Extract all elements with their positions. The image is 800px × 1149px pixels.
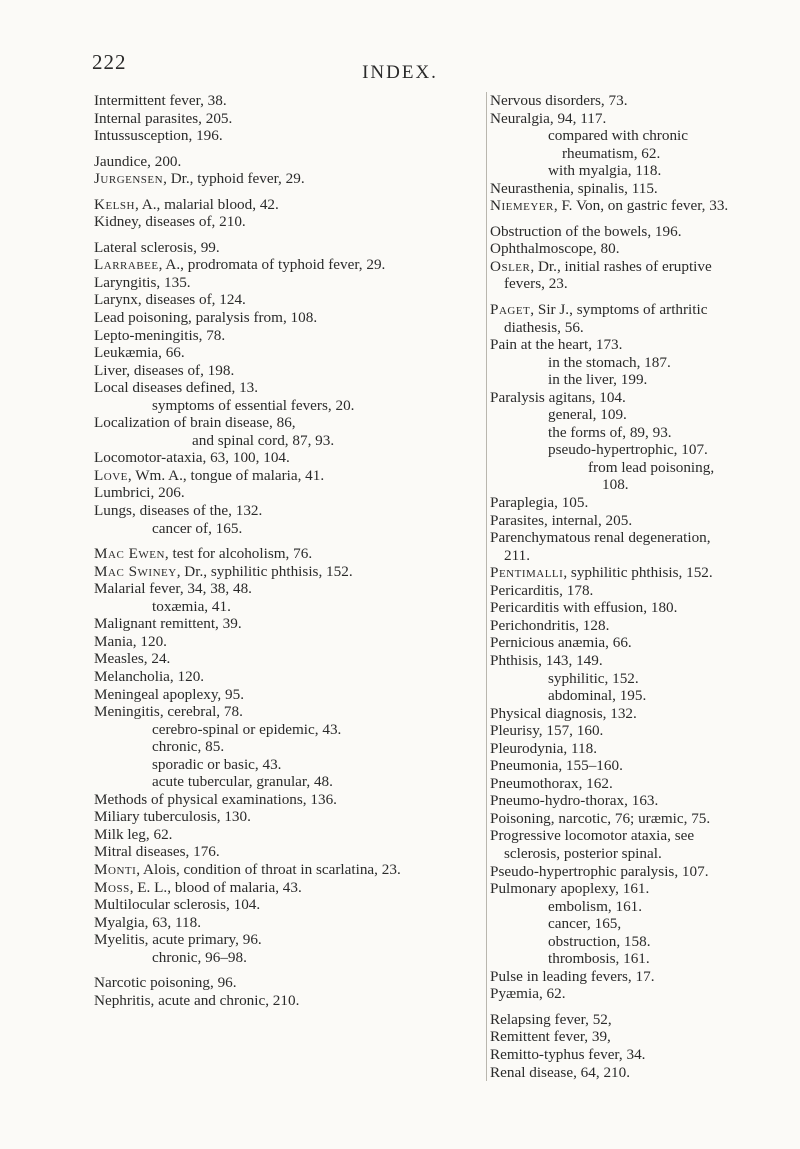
index-entry <box>94 196 464 214</box>
index-subentry <box>94 773 464 791</box>
entry-text: Perichondritis, 128. <box>490 616 610 634</box>
index-entry <box>490 740 737 758</box>
index-subentry <box>490 127 737 162</box>
entry-text: Relapsing fever, 52, <box>490 1010 612 1028</box>
entry-text: and spinal cord, 87, 93. <box>192 431 335 449</box>
entry-text: Jaundice, 200. <box>94 152 182 170</box>
entry-text: , E. L., blood of malaria, 43. <box>129 878 302 896</box>
author-name: Mac Swiney <box>94 562 177 580</box>
index-entry <box>490 1028 737 1046</box>
index-entry <box>490 599 737 617</box>
entry-text: , A., prodromata of typhoid fever, 29. <box>158 256 386 274</box>
entry-text: Nervous disorders, 73. <box>490 92 628 109</box>
entry-text: Larynx, diseases of, 124. <box>94 291 246 309</box>
index-entry <box>94 327 464 345</box>
entry-text: the forms of, 89, 93. <box>548 423 672 441</box>
index-subentry <box>490 898 737 916</box>
index-column-right <box>486 92 737 1081</box>
index-entry <box>94 467 464 485</box>
entry-text: Paraplegia, 105. <box>490 494 589 512</box>
index-entry <box>490 1011 737 1029</box>
index-entry <box>490 985 737 1003</box>
index-subentry <box>490 424 737 442</box>
entry-text: Progressive locomotor ataxia, see sclerosis, posterior spinal. <box>490 827 695 862</box>
index-subentry <box>94 949 464 967</box>
author-name: Osler <box>490 257 531 275</box>
index-entry <box>490 722 737 740</box>
index-entry <box>490 1064 737 1082</box>
index-entry <box>94 484 464 502</box>
index-entry <box>490 880 737 898</box>
index-entry <box>490 240 737 258</box>
index-entry <box>490 223 737 241</box>
entry-text: , Wm. A., tongue of malaria, 41. <box>127 466 325 484</box>
entry-text: acute tubercular, granular, 48. <box>152 773 333 791</box>
entry-text: Neuralgia, 94, 117. <box>490 109 607 127</box>
index-entry <box>490 827 737 862</box>
author-name: Mac Ewen <box>94 545 165 563</box>
entry-text: Nephritis, acute and chronic, 210. <box>94 991 300 1009</box>
entry-text: obstruction, 158. <box>548 932 651 950</box>
author-name: Pentimalli <box>490 564 564 582</box>
index-entry <box>490 810 737 828</box>
index-entry <box>94 502 464 520</box>
entry-text: Locomotor-ataxia, 63, 100, 104. <box>94 449 290 467</box>
author-name: Larrabee <box>94 256 159 274</box>
entry-text: Pericarditis with effusion, 180. <box>490 599 678 617</box>
entry-text: Myalgia, 63, 118. <box>94 913 202 931</box>
entry-text: Obstruction of the bowels, 196. <box>490 222 682 240</box>
index-entry <box>94 668 464 686</box>
index-subentry <box>94 738 464 756</box>
index-column-left <box>94 92 464 1009</box>
entry-text: Lepto-meningitis, 78. <box>94 326 226 344</box>
entry-text: general, 109. <box>548 406 627 424</box>
index-entry <box>94 931 464 949</box>
author-name: Monti <box>94 860 137 878</box>
index-entry <box>94 414 464 432</box>
entry-text: , F. Von, on gastric fever, 33. <box>553 197 729 215</box>
index-subentry <box>490 687 737 705</box>
entry-text: , Dr., syphilitic phthisis, 152. <box>176 562 353 580</box>
index-subentry <box>490 950 737 968</box>
entry-text: Lungs, diseases of the, 132. <box>94 502 263 520</box>
entry-text: Parasites, internal, 205. <box>490 511 633 529</box>
entry-text: Pyæmia, 62. <box>490 985 566 1003</box>
index-entry <box>490 775 737 793</box>
entry-text: Milk leg, 62. <box>94 825 173 843</box>
entry-text: Pneumonia, 155–160. <box>490 757 623 775</box>
index-entry <box>490 792 737 810</box>
index-entry <box>94 274 464 292</box>
entry-text: Kidney, diseases of, 210. <box>94 213 246 231</box>
index-subentry <box>94 598 464 616</box>
entry-text: Pneumo-hydro-thorax, 163. <box>490 792 659 810</box>
entry-text: Pulmonary apoplexy, 161. <box>490 880 650 898</box>
index-entry <box>94 239 464 257</box>
entry-text: Pleurodynia, 118. <box>490 739 598 757</box>
entry-text: pseudo-hypertrophic, 107. <box>548 441 708 459</box>
index-entry <box>94 153 464 171</box>
index-subentry <box>94 432 464 450</box>
index-entry <box>490 258 737 293</box>
index-entry <box>94 309 464 327</box>
entry-text: , Dr., initial rashes of eruptive fevers, 23. <box>504 257 712 293</box>
index-entry <box>94 686 464 704</box>
author-name: Moss <box>94 878 130 896</box>
index-entry <box>490 863 737 881</box>
index-entry <box>94 170 464 188</box>
index-subentry <box>94 397 464 415</box>
entry-text: Local diseases defined, 13. <box>94 379 259 397</box>
entry-text: Measles, 24. <box>94 650 171 668</box>
index-entry <box>490 968 737 986</box>
index-entry <box>490 757 737 775</box>
index-entry <box>490 529 737 564</box>
index-entry <box>94 914 464 932</box>
index-entry <box>490 494 737 512</box>
entry-text: Localization of brain disease, 86, <box>94 414 296 432</box>
index-entry <box>94 703 464 721</box>
entry-text: Pericarditis, 178. <box>490 581 594 599</box>
entry-text: Internal parasites, 205. <box>94 109 233 127</box>
entry-text: in the stomach, 187. <box>548 353 671 371</box>
entry-text: in the liver, 199. <box>548 371 648 389</box>
index-entry <box>94 344 464 362</box>
index-entry <box>94 580 464 598</box>
entry-text: Intermittent fever, 38. <box>94 92 227 109</box>
index-entry <box>94 256 464 274</box>
entry-text: Mania, 120. <box>94 632 167 650</box>
index-entry <box>490 197 737 215</box>
entry-text: Miliary tuberculosis, 130. <box>94 808 251 826</box>
index-entry <box>94 213 464 231</box>
index-subentry <box>490 441 737 459</box>
index-entry <box>94 843 464 861</box>
entry-text: Methods of physical examinations, 136. <box>94 790 337 808</box>
index-entry <box>94 291 464 309</box>
entry-text: Liver, diseases of, 198. <box>94 361 235 379</box>
index-entry <box>94 826 464 844</box>
author-name: Love <box>94 466 128 484</box>
entry-text: , test for alcoholism, 76. <box>164 545 313 563</box>
entry-text: Pneumothorax, 162. <box>490 774 613 792</box>
entry-text: Phthisis, 143, 149. <box>490 651 603 669</box>
index-entry <box>490 634 737 652</box>
entry-text: Renal disease, 64, 210. <box>490 1063 631 1081</box>
entry-text: Pseudo-hypertrophic paralysis, 107. <box>490 862 709 880</box>
index-entry <box>94 879 464 897</box>
index-entry <box>94 362 464 380</box>
index-entry <box>94 650 464 668</box>
index-entry <box>94 449 464 467</box>
entry-text: Physical diagnosis, 132. <box>490 704 637 722</box>
index-entry <box>94 379 464 397</box>
index-subentry <box>490 371 737 389</box>
index-entry <box>490 1046 737 1064</box>
entry-text: Ophthalmoscope, 80. <box>490 240 620 258</box>
index-entry <box>94 563 464 581</box>
entry-text: Intussusception, 196. <box>94 127 223 145</box>
index-entry <box>94 633 464 651</box>
entry-text: Lateral sclerosis, 99. <box>94 238 220 256</box>
author-name: Paget <box>490 301 531 319</box>
entry-text: chronic, 96–98. <box>152 948 247 966</box>
entry-text: cancer of, 165. <box>152 519 243 537</box>
index-entry <box>94 808 464 826</box>
entry-text: Pain at the heart, 173. <box>490 336 623 354</box>
entry-text: Pernicious anæmia, 66. <box>490 634 632 652</box>
index-subentry <box>490 915 737 933</box>
index-entry <box>490 92 737 110</box>
index-subentry <box>94 520 464 538</box>
entry-text: Malignant remittent, 39. <box>94 615 242 633</box>
entry-text: Laryngitis, 135. <box>94 273 191 291</box>
entry-text: Poisoning, narcotic, 76; uræmic, 75. <box>490 809 711 827</box>
index-subentry <box>490 406 737 424</box>
author-name: Kelsh <box>94 195 135 213</box>
entry-text: Mitral diseases, 176. <box>94 843 220 861</box>
index-entry <box>94 861 464 879</box>
entry-text: , Sir J., symptoms of arthritic diathesis, 56. <box>504 301 708 336</box>
index-subentry <box>94 756 464 774</box>
entry-text: Paralysis agitans, 104. <box>490 388 626 406</box>
entry-text: Malarial fever, 34, 38, 48. <box>94 580 252 598</box>
index-entry <box>490 110 737 128</box>
author-name: Niemeyer <box>490 197 554 215</box>
index-entry <box>490 652 737 670</box>
index-subentry <box>490 459 737 494</box>
entry-text: , Dr., typhoid fever, 29. <box>163 170 305 188</box>
entry-text: compared with chronic rheumatism, 62. <box>548 127 689 162</box>
index-entry <box>490 180 737 198</box>
entry-text: sporadic or basic, 43. <box>152 755 282 773</box>
entry-text: Remittent fever, 39, <box>490 1028 611 1046</box>
index-entry <box>490 512 737 530</box>
entry-text: Lead poisoning, paralysis from, 108. <box>94 309 318 327</box>
index-entry <box>94 615 464 633</box>
index-subentry <box>490 354 737 372</box>
index-entry <box>490 564 737 582</box>
entry-text: Lumbrici, 206. <box>94 484 185 502</box>
entry-text: syphilitic, 152. <box>548 669 639 687</box>
entry-text: Melancholia, 120. <box>94 667 205 685</box>
entry-text: toxæmia, 41. <box>152 597 231 615</box>
entry-text: , syphilitic phthisis, 152. <box>563 564 713 582</box>
entry-text: Leukæmia, 66. <box>94 344 185 362</box>
entry-text: embolism, 161. <box>548 897 643 915</box>
index-entry <box>490 617 737 635</box>
entry-text: , A., malarial blood, 42. <box>134 195 279 213</box>
entry-text: thrombosis, 161. <box>548 950 650 968</box>
index-entry <box>490 301 737 336</box>
entry-text: Neurasthenia, spinalis, 115. <box>490 179 658 197</box>
index-subentry <box>490 670 737 688</box>
entry-text: Myelitis, acute primary, 96. <box>94 931 262 949</box>
entry-text: Parenchymatous renal degeneration, 211. <box>490 529 711 564</box>
entry-text: with myalgia, 118. <box>548 162 662 180</box>
index-entry <box>490 705 737 723</box>
index-subentry <box>490 933 737 951</box>
index-subentry <box>490 162 737 180</box>
running-head: INDEX. <box>362 62 438 83</box>
index-entry <box>94 974 464 992</box>
entry-text: abdominal, 195. <box>548 687 647 705</box>
index-entry <box>94 110 464 128</box>
entry-text: Multilocular sclerosis, 104. <box>94 896 261 914</box>
entry-text: Narcotic poisoning, 96. <box>94 974 237 992</box>
index-entry <box>94 545 464 563</box>
index-entry <box>490 389 737 407</box>
entry-text: Meningitis, cerebral, 78. <box>94 703 243 721</box>
entry-text: chronic, 85. <box>152 738 225 756</box>
entry-text: Pulse in leading fevers, 17. <box>490 967 655 985</box>
author-name: Jurgensen <box>94 170 164 188</box>
index-entry <box>94 92 464 110</box>
index-entry <box>490 336 737 354</box>
entry-text: symptoms of essential fevers, 20. <box>152 396 355 414</box>
page-number: 222 <box>92 50 127 74</box>
entry-text: cancer, 165, <box>548 915 622 933</box>
index-entry <box>94 992 464 1010</box>
index-subentry <box>94 721 464 739</box>
index-entry <box>94 127 464 145</box>
index-entry <box>94 791 464 809</box>
index-entry <box>94 896 464 914</box>
entry-text: Remitto-typhus fever, 34. <box>490 1045 646 1063</box>
entry-text: cerebro-spinal or epidemic, 43. <box>152 720 342 738</box>
entry-text: , Alois, condition of throat in scarlatina, 23. <box>136 860 401 878</box>
entry-text: Meningeal apoplexy, 95. <box>94 685 245 703</box>
entry-text: Pleurisy, 157, 160. <box>490 722 604 740</box>
entry-text: from lead poisoning, 108. <box>588 458 715 494</box>
index-entry <box>490 582 737 600</box>
